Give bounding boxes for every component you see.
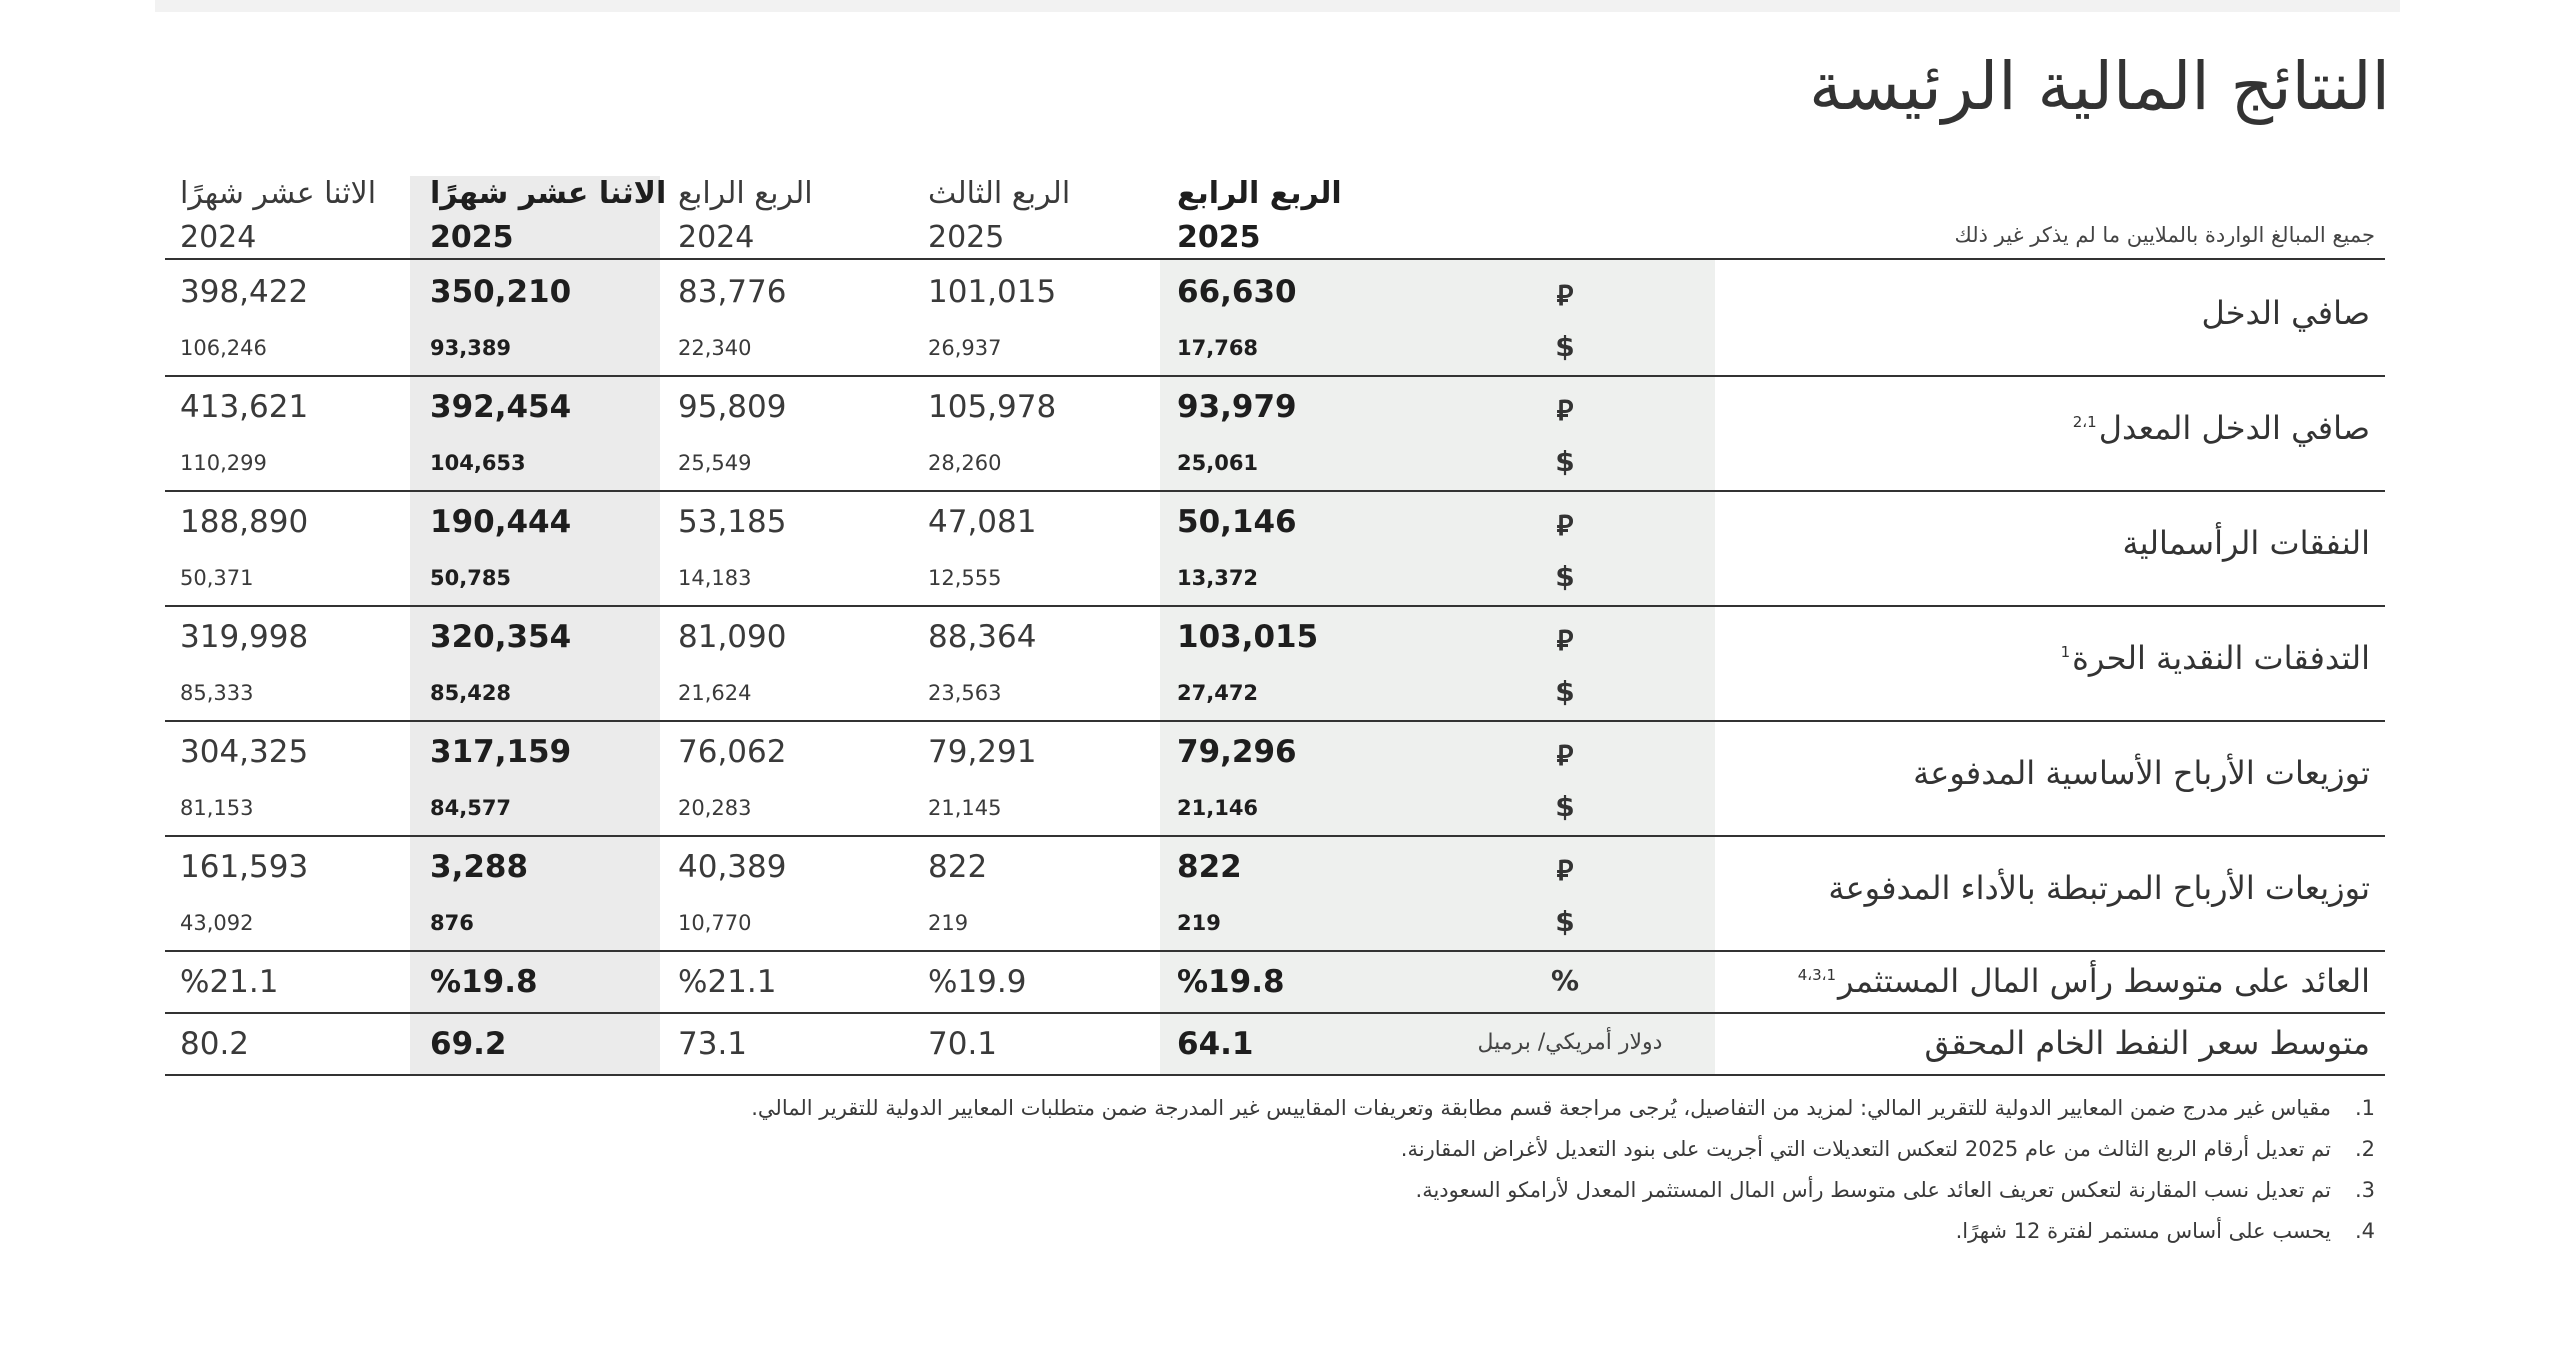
column-header-year: 2024 (678, 220, 755, 255)
value-roace: %19.8 (430, 964, 538, 1000)
value-sar: 822 (1177, 849, 1242, 885)
value-usd: 25,061 (1177, 451, 1259, 475)
value-sar: 50,146 (1177, 504, 1297, 540)
row-label-text: توزيعات الأرباح المرتبطة بالأداء المدفوعة (1828, 869, 2370, 907)
value-usd: 84,577 (430, 796, 512, 820)
footnote-text: تم تعديل أرقام الربع الثالث من عام 2025 لتعكس التعديلات التي أجريت على بنود التعديل لأغراض المقارنة. (1400, 1137, 2331, 1161)
value-sar: 304,325 (180, 734, 309, 770)
value-sar: 392,454 (430, 389, 572, 425)
value-usd: 93,389 (430, 336, 512, 360)
footnote-number: 4. (2354, 1219, 2375, 1243)
q4-2025-column-shading (1160, 260, 1715, 1075)
value-sar: 93,979 (1177, 389, 1297, 425)
value-sar: 40,389 (678, 849, 787, 885)
value-sar: 66,630 (1177, 274, 1297, 310)
footnote-number: 2. (2354, 1137, 2375, 1161)
riyal-currency-icon: ⃁ (1556, 509, 1574, 542)
row-divider (165, 258, 2385, 260)
row-divider (165, 835, 2385, 837)
value-sar: 317,159 (430, 734, 572, 770)
value-usd: 43,092 (180, 911, 254, 935)
value-sar: 398,422 (180, 274, 309, 310)
value-oil-price: 64.1 (1177, 1026, 1254, 1062)
value-usd: 20,283 (678, 796, 752, 820)
riyal-currency-icon: ⃁ (1556, 739, 1574, 772)
value-oil-price: 69.2 (430, 1026, 507, 1062)
column-header-year: 2025 (928, 220, 1005, 255)
value-usd: 21,146 (1177, 796, 1259, 820)
oil-price-unit: دولار أمريكي/ برميل (1477, 1030, 1663, 1055)
value-sar: 3,288 (430, 849, 529, 885)
value-usd: 50,371 (180, 566, 254, 590)
dollar-currency-icon: $ (1555, 790, 1575, 823)
row-label (1925, 1024, 2371, 1062)
value-roace: %19.8 (1177, 964, 1285, 1000)
row-divider (165, 720, 2385, 722)
value-oil-price: 73.1 (678, 1026, 748, 1062)
footnote (1956, 1219, 2375, 1243)
value-usd: 50,785 (430, 566, 512, 590)
value-sar: 319,998 (180, 619, 309, 655)
value-sar: 188,890 (180, 504, 309, 540)
column-header (180, 172, 420, 260)
top-strip (155, 0, 2400, 12)
dollar-currency-icon: $ (1555, 560, 1575, 593)
column-header (430, 172, 670, 260)
value-usd: 22,340 (678, 336, 752, 360)
value-sar: 95,809 (678, 389, 787, 425)
value-usd: 23,563 (928, 681, 1002, 705)
value-sar: 88,364 (928, 619, 1037, 655)
row-divider (165, 1074, 2385, 1076)
value-sar: 320,354 (430, 619, 572, 655)
value-usd: 219 (928, 911, 969, 935)
value-usd: 106,246 (180, 336, 267, 360)
riyal-currency-icon: ⃁ (1556, 854, 1574, 887)
value-usd: 85,428 (430, 681, 512, 705)
value-usd: 21,624 (678, 681, 752, 705)
value-sar: 47,081 (928, 504, 1037, 540)
footnote-number: 3. (2354, 1178, 2375, 1202)
column-header-period: الاثنا عشر شهرًا (430, 176, 667, 211)
value-usd: 219 (1177, 911, 1221, 935)
value-usd: 13,372 (1177, 566, 1259, 590)
value-usd: 14,183 (678, 566, 752, 590)
value-sar: 79,291 (928, 734, 1037, 770)
value-usd: 21,145 (928, 796, 1002, 820)
value-usd: 12,555 (928, 566, 1002, 590)
value-sar: 105,978 (928, 389, 1057, 425)
value-usd: 26,937 (928, 336, 1002, 360)
value-usd: 85,333 (180, 681, 254, 705)
value-sar: 81,090 (678, 619, 787, 655)
column-header-year: 2025 (1177, 220, 1261, 255)
row-label-text: صافي الدخل المعدل (2098, 409, 2370, 447)
footnote-text: يحسب على أساس مستمر لفترة 12 شهرًا. (1955, 1219, 2331, 1243)
riyal-currency-icon: ⃁ (1556, 624, 1574, 657)
row-label (1828, 869, 2370, 907)
percent-unit: % (1550, 964, 1580, 997)
dollar-currency-icon: $ (1555, 675, 1575, 708)
riyal-currency-icon: ⃁ (1556, 279, 1574, 312)
value-sar: 413,621 (180, 389, 309, 425)
row-label-text: متوسط سعر النفط الخام المحقق (1924, 1024, 2370, 1062)
row-divider (165, 950, 2385, 952)
footnote-text: تم تعديل نسب المقارنة لتعكس تعريف العائد على متوسط رأس المال المستثمر المعدل لأرامكو السعودية. (1415, 1178, 2331, 1202)
value-sar: 822 (928, 849, 988, 885)
value-usd: 25,549 (678, 451, 752, 475)
row-label-footnote-ref: 1 (2060, 643, 2071, 662)
value-usd: 110,299 (180, 451, 267, 475)
footnote-text: مقياس غير مدرج ضمن المعايير الدولية للتقرير المالي: لمزيد من التفاصيل، يُرجى مراجعة قسم مطابقة وتعريفات المقاييس غير المدرجة ضمن متطلبات المعايير الدولية للتقرير المالي. (751, 1096, 2331, 1120)
units-note: جميع المبالغ الواردة بالملايين ما لم يذكر غير ذلك (1954, 223, 2375, 247)
row-label-text: النفقات الرأسمالية (2122, 524, 2370, 562)
value-sar: 101,015 (928, 274, 1057, 310)
dollar-currency-icon: $ (1555, 445, 1575, 478)
dollar-currency-icon: $ (1555, 905, 1575, 938)
row-divider (165, 1012, 2385, 1014)
riyal-currency-icon: ⃁ (1556, 394, 1574, 427)
column-header-period: الربع الرابع (678, 176, 813, 211)
column-header-period: الاثنا عشر شهرًا (180, 176, 377, 211)
row-label-footnote-ref: 2،1 (2072, 413, 2097, 432)
row-label-text: صافي الدخل (2201, 294, 2370, 332)
value-sar: 53,185 (678, 504, 787, 540)
value-usd: 28,260 (928, 451, 1002, 475)
row-label (2073, 409, 2370, 447)
footnote (751, 1096, 2375, 1120)
row-divider (165, 375, 2385, 377)
dollar-currency-icon: $ (1555, 330, 1575, 363)
row-label-text: التدفقات النقدية الحرة (2072, 639, 2370, 677)
row-divider (165, 490, 2385, 492)
column-header-year: 2025 (430, 220, 514, 255)
value-usd: 27,472 (1177, 681, 1259, 705)
value-usd: 10,770 (678, 911, 752, 935)
row-label (1913, 754, 2370, 792)
column-header-period: الربع الثالث (928, 176, 1071, 211)
column-header-year: 2024 (180, 220, 257, 255)
row-label-text: العائد على متوسط رأس المال المستثمر (1838, 962, 2370, 1000)
row-label (2061, 639, 2370, 677)
footnote (1401, 1137, 2375, 1161)
value-sar: 103,015 (1177, 619, 1319, 655)
value-usd: 17,768 (1177, 336, 1259, 360)
value-usd: 876 (430, 911, 474, 935)
value-roace: %19.9 (928, 964, 1027, 1000)
value-sar: 76,062 (678, 734, 787, 770)
column-header (678, 172, 918, 260)
value-sar: 161,593 (180, 849, 309, 885)
column-header (928, 172, 1168, 260)
column-header (1177, 172, 1417, 260)
row-label (1798, 962, 2370, 1000)
row-label (2201, 294, 2370, 332)
footnote (1416, 1178, 2375, 1202)
value-roace: %21.1 (678, 964, 777, 1000)
value-usd: 81,153 (180, 796, 254, 820)
value-usd: 104,653 (430, 451, 526, 475)
footnote-number: 1. (2354, 1096, 2375, 1120)
value-sar: 350,210 (430, 274, 572, 310)
value-oil-price: 70.1 (928, 1026, 998, 1062)
row-label-footnote-ref: 4،3،1 (1797, 966, 1837, 985)
row-divider (165, 605, 2385, 607)
page-title: النتائج المالية الرئيسة (1809, 48, 2390, 125)
value-oil-price: 80.2 (180, 1026, 250, 1062)
value-sar: 79,296 (1177, 734, 1297, 770)
value-sar: 83,776 (678, 274, 787, 310)
row-label (2122, 524, 2370, 562)
column-header-period: الربع الرابع (1177, 176, 1342, 211)
value-roace: %21.1 (180, 964, 279, 1000)
row-label-text: توزيعات الأرباح الأساسية المدفوعة (1913, 754, 2370, 792)
value-sar: 190,444 (430, 504, 572, 540)
